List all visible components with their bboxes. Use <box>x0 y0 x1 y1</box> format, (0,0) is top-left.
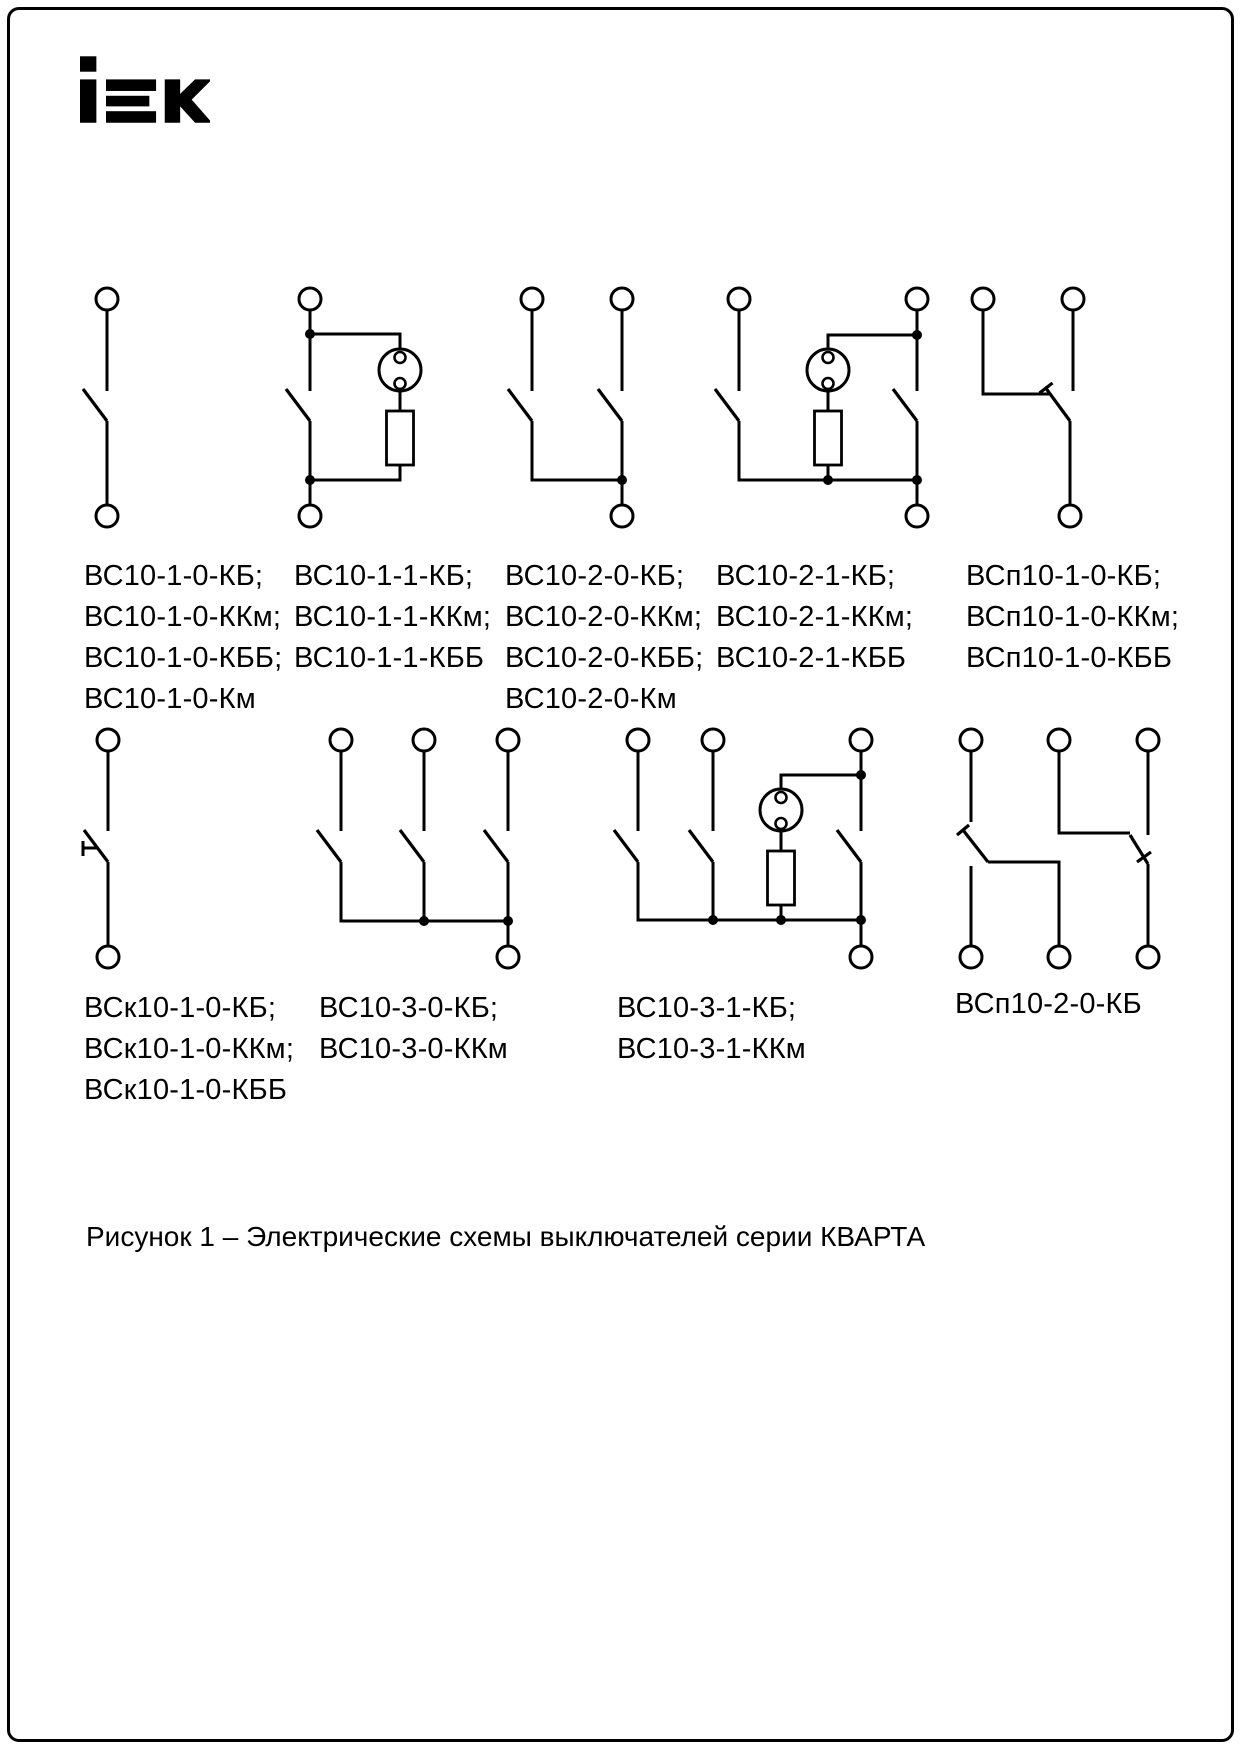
wire <box>310 465 400 480</box>
terminal <box>728 288 750 310</box>
label-line: ВСк10-1-0-КББ <box>84 1074 288 1106</box>
terminal <box>960 946 982 968</box>
wire <box>638 862 861 920</box>
resistor <box>387 411 414 465</box>
wire <box>1059 751 1130 833</box>
label-vs10-3-1 <box>617 988 806 1070</box>
terminal <box>906 288 928 310</box>
terminal <box>850 729 872 751</box>
wire <box>781 775 861 789</box>
label-line: ВС10-2-1-КББ <box>716 642 907 674</box>
label-vsk10-1-0 <box>84 988 294 1111</box>
label-line: ВС10-2-0-ККм; <box>505 601 703 633</box>
terminal <box>1059 505 1081 527</box>
terminal <box>960 729 982 751</box>
resistor <box>768 851 795 905</box>
wire <box>983 310 1051 394</box>
terminal <box>299 288 321 310</box>
label-line: ВСп10-1-0-ККм; <box>966 601 1180 633</box>
label-line: ВСп10-2-0-КБ <box>955 988 1142 1020</box>
schematic-vs10-3-0 <box>317 729 519 968</box>
label-line: ВС10-3-0-ККм <box>319 1033 508 1065</box>
label-line: ВС10-2-0-КБ; <box>505 560 685 592</box>
schematic-vs10-3-1 <box>614 729 872 968</box>
resistor <box>815 411 842 465</box>
switch-blade <box>614 830 638 862</box>
terminal <box>97 729 119 751</box>
lamp-electrode <box>823 352 834 363</box>
label-line: ВС10-1-1-ККм; <box>294 601 492 633</box>
label-line: ВС10-2-0-Км <box>505 683 677 715</box>
terminal <box>1137 729 1159 751</box>
switch-blade <box>893 389 917 421</box>
lamp-electrode <box>823 378 834 389</box>
label-line: ВС10-1-0-КБ; <box>84 560 264 592</box>
terminal <box>972 288 994 310</box>
junction-dot <box>708 915 718 925</box>
junction-dot <box>823 475 833 485</box>
schematic-vsk10-1-0 <box>83 729 119 968</box>
label-line: ВС10-1-1-КББ <box>294 642 485 674</box>
label-line: ВС10-1-0-Км <box>84 683 256 715</box>
switch-blade <box>598 389 622 421</box>
schematic-vs10-2-0 <box>508 288 633 527</box>
terminal <box>627 729 649 751</box>
lamp-electrode <box>776 792 787 803</box>
terminal <box>1048 729 1070 751</box>
switch-blade <box>484 830 508 862</box>
wire <box>988 862 1059 946</box>
label-line: ВС10-1-0-КББ; <box>84 642 283 674</box>
wire <box>828 465 917 480</box>
switch-blade <box>508 389 532 421</box>
changeover-blade <box>1045 387 1070 421</box>
label-vs10-3-0 <box>319 988 508 1070</box>
terminal <box>611 288 633 310</box>
terminal <box>96 288 118 310</box>
label-line: ВСк10-1-0-КБ; <box>84 992 277 1024</box>
switch-blade <box>689 830 713 862</box>
label-vs10-1-1 <box>294 556 491 679</box>
label-line: ВС10-2-0-КББ; <box>505 642 704 674</box>
wire <box>828 335 917 349</box>
lamp-electrode <box>395 378 406 389</box>
label-line: ВСк10-1-0-ККм; <box>84 1033 295 1065</box>
switch-blade <box>317 830 341 862</box>
lamp-icon <box>807 349 849 391</box>
label-vsp10-1-0 <box>966 556 1179 679</box>
label-line: ВС10-3-0-КБ; <box>319 992 499 1024</box>
schematic-vs10-1-0 <box>83 288 118 527</box>
terminal <box>97 946 119 968</box>
switch-blade <box>715 389 739 421</box>
wire <box>532 421 622 480</box>
label-line: ВСп10-1-0-КБ; <box>966 560 1162 592</box>
terminal <box>702 729 724 751</box>
junction-dot <box>776 915 786 925</box>
switch-blade <box>400 830 424 862</box>
wire <box>310 334 400 349</box>
terminal <box>1062 288 1084 310</box>
terminal <box>413 729 435 751</box>
changeover-blade <box>963 830 988 862</box>
schematic-vs10-2-1 <box>715 288 928 527</box>
switch-blade <box>84 830 108 862</box>
lamp-electrode <box>395 352 406 363</box>
junction-dot <box>856 915 866 925</box>
label-vs10-2-0 <box>505 556 703 720</box>
terminal <box>521 288 543 310</box>
label-line: ВС10-2-1-КБ; <box>716 560 896 592</box>
terminal <box>906 505 928 527</box>
label-line: ВС10-1-1-КБ; <box>294 560 474 592</box>
schematic-vsp10-2-0 <box>957 729 1159 968</box>
label-line: ВС10-3-1-ККм <box>617 1033 806 1065</box>
terminal <box>611 505 633 527</box>
terminal <box>497 946 519 968</box>
junction-dot <box>503 916 513 926</box>
switch-blade <box>286 389 310 421</box>
label-line: ВС10-3-1-КБ; <box>617 992 797 1024</box>
terminal <box>299 505 321 527</box>
figure-caption: Рисунок 1 – Электрические схемы выключателей серии КВАРТА <box>86 1221 926 1252</box>
schematic-vs10-1-1 <box>286 288 421 527</box>
label-line: ВСп10-1-0-КББ <box>966 642 1173 674</box>
terminal <box>497 729 519 751</box>
lamp-icon <box>760 789 802 831</box>
label-line: ВС10-2-1-ККм; <box>716 601 914 633</box>
switch-blade <box>83 389 107 421</box>
label-vs10-1-0 <box>84 556 282 720</box>
terminal <box>96 505 118 527</box>
label-vsp10-2-0 <box>955 984 1142 1025</box>
schematic-vsp10-1-0 <box>972 288 1084 527</box>
junction-dot <box>617 475 627 485</box>
terminal <box>330 729 352 751</box>
terminal <box>850 946 872 968</box>
lamp-electrode <box>776 818 787 829</box>
lamp-icon <box>379 349 421 391</box>
label-vs10-2-1 <box>716 556 913 679</box>
switch-blade <box>837 830 861 862</box>
terminal <box>1137 946 1159 968</box>
terminal <box>1048 946 1070 968</box>
label-line: ВС10-1-0-ККм; <box>84 601 282 633</box>
changeover-tick <box>1040 383 1053 393</box>
junction-dot <box>419 916 429 926</box>
